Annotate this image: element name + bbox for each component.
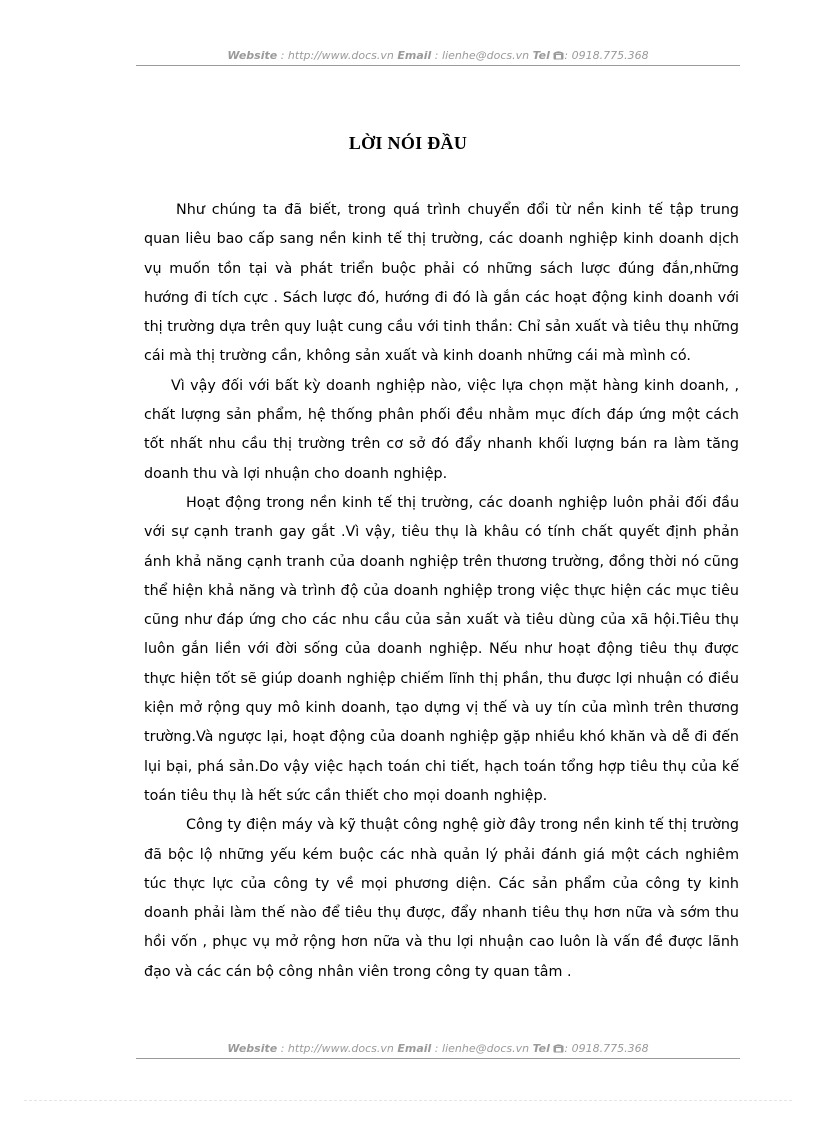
- telephone-icon: [553, 50, 564, 60]
- website-label: Website: [227, 1042, 278, 1055]
- email-label: Email: [397, 49, 432, 62]
- website-label: Website: [227, 49, 278, 62]
- website-url[interactable]: http://www.docs.vn: [287, 1042, 394, 1055]
- paragraph: Vì vậy đối với bất kỳ doanh nghiệp nào, việc lựa chọn mặt hàng kinh doanh, , chất lượng sản phẩm, hệ thống phân phối đều nhằm mục đích đáp ứng một cách tốt nhất nhu cầu thị trường trên cơ sở đó đẩy nhanh khối lượng bán ra làm tăng doanh thu và lợi nhuận cho doanh nghiệp.: [144, 377, 739, 482]
- page-footer: [136, 1042, 740, 1059]
- tel-separator: :: [564, 49, 572, 62]
- page-bottom-divider: [24, 1100, 792, 1101]
- tel-value: 0918.775.368: [571, 1042, 649, 1055]
- tel-label: Tel: [532, 1042, 550, 1055]
- telephone-icon: [553, 1043, 564, 1053]
- paragraph: Công ty điện máy và kỹ thuật công nghệ giờ đây trong nền kinh tế thị trường đã bộc lộ những yếu kém buộc các nhà quản lý phải đánh giá một cách nghiêm túc thực lực của công ty về mọi phương diện. Các sản phẩm của công ty kinh doanh phải làm thế nào để tiêu thụ được, đẩy nhanh tiêu thụ hơn nữa và sớm thu hồi vốn , phục vụ mở rộng hơn nữa và thu lợi nhuận cao luôn là vấn đề được lãnh đạo và các cán bộ công nhân viên trong công ty quan tâm .: [144, 817, 739, 980]
- tel-value: 0918.775.368: [571, 49, 649, 62]
- paragraph: Như chúng ta đã biết, trong quá trình chuyển đổi từ nền kinh tế tập trung quan liêu bao cấp sang nền kinh tế thị trường, các doanh nghiệp kinh doanh dịch vụ muốn tồn tại và phát triển buộc phải có những sách lược đúng đắn,những hướng đi tích cực . Sách lược đó, hướng đi đó là gắn các hoạt động kinh doanh với thị trường dựa trên quy luật cung cầu với tinh thần: Chỉ sản xuất và tiêu thụ những cái mà thị trường cần, không sản xuất và kinh doanh những cái mà mình có.: [144, 202, 739, 365]
- tel-label: Tel: [532, 49, 550, 62]
- email-separator: :: [431, 1042, 443, 1055]
- document-body: [144, 196, 739, 987]
- email-value[interactable]: lienhe@docs.vn: [442, 49, 530, 62]
- email-separator: :: [431, 49, 443, 62]
- website-separator: :: [277, 49, 288, 62]
- tel-separator: :: [564, 1042, 572, 1055]
- page-header: [136, 49, 740, 66]
- email-value[interactable]: lienhe@docs.vn: [442, 1042, 530, 1055]
- email-label: Email: [397, 1042, 432, 1055]
- document-title: LỜI NÓI ĐẦU: [348, 133, 468, 153]
- website-url[interactable]: http://www.docs.vn: [287, 49, 394, 62]
- website-separator: :: [277, 1042, 288, 1055]
- paragraph: Hoạt động trong nền kinh tế thị trường, các doanh nghiệp luôn phải đối đầu với sự cạnh tranh gay gắt .Vì vậy, tiêu thụ là khâu có tính chất quyết định phản ánh khả năng cạnh tranh của doanh nghiệp trên thương trường, đồng thời nó cũng thể hiện khả năng và trình độ của doanh nghiệp trong việc thực hiện các mục tiêu cũng như đáp ứng cho các nhu cầu của sản xuất và tiêu dùng của xã hội.Tiêu thụ luôn gắn liền với đời sống của doanh nghiệp. Nếu như hoạt động tiêu thụ được thực hiện tốt sẽ giúp doanh nghiệp chiếm lĩnh thị phần, thu được lợi nhuận có điều kiện mở rộng quy mô kinh doanh, tạo dựng vị thế và uy tín của mình trên thương trường.Và ngược lại, hoạt động của doanh nghiệp gặp nhiều khó khăn và dễ đi đến lụi bại, phá sản.Do vậy việc hạch toán chi tiết, hạch toán tổng hợp tiêu thụ của kế toán tiêu thụ là hết sức cần thiết cho mọi doanh nghiệp.: [144, 494, 739, 804]
